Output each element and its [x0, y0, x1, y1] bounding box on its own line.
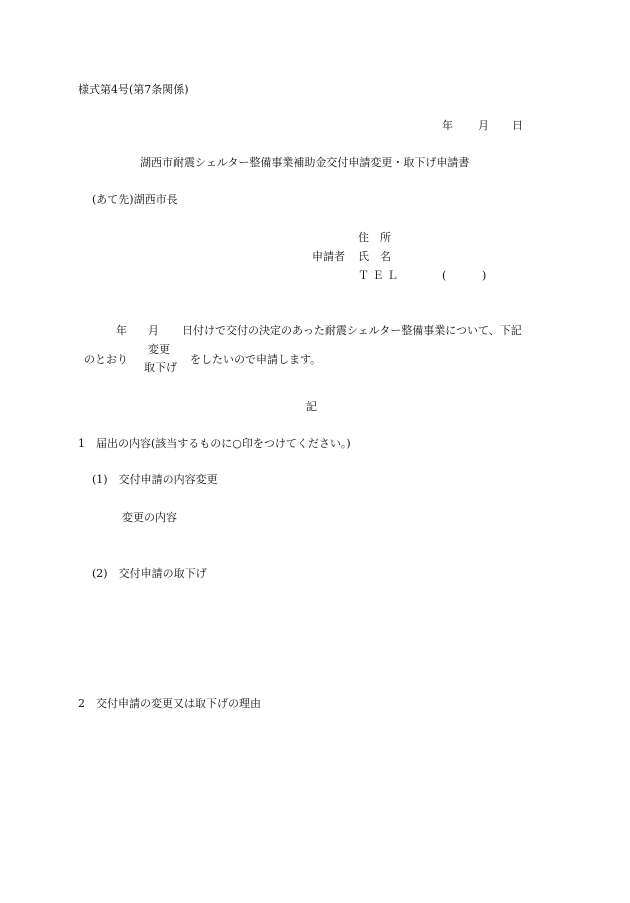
date-day: 日 — [512, 119, 523, 132]
tel-paren-open: ( — [442, 269, 447, 282]
choice-change: 変更 — [148, 343, 170, 356]
section1-item1-detail: 変更の内容 — [122, 511, 177, 524]
choice-withdraw: 取下げ — [144, 361, 177, 374]
body-month: 月 — [148, 324, 159, 337]
tel-paren-close: ) — [482, 269, 487, 282]
date-month: 月 — [478, 119, 489, 132]
document-title: 湖西市耐震シェルター整備事業補助金交付申請変更・取下げ申請書 — [140, 156, 470, 169]
name-label: 氏 名 — [358, 250, 391, 263]
tel-label: Ｔ Ｅ Ｌ — [358, 269, 398, 282]
section1-item1: (1) 交付申請の内容変更 — [92, 473, 218, 486]
ki-heading: 記 — [306, 400, 317, 413]
section1-heading: 1 届出の内容(該当するものに○印をつけてください。) — [78, 437, 351, 450]
section2-heading: 2 交付申請の変更又は取下げの理由 — [78, 697, 261, 710]
date-year: 年 — [442, 119, 453, 132]
submission-date — [430, 119, 540, 132]
body-line2-suffix: をしたいので申請します。 — [190, 353, 322, 366]
applicant-label: 申請者 — [312, 250, 345, 263]
form-number: 様式第4号(第7条関係) — [78, 83, 189, 96]
section1-item2: (2) 交付申請の取下げ — [92, 567, 207, 580]
body-line1: 日付けで交付の決定のあった耐震シェルター整備事業について、下記 — [182, 324, 522, 337]
address-label: 住 所 — [358, 231, 391, 244]
addressee: (あて先)湖西市長 — [92, 193, 178, 206]
body-line2-prefix: のとおり — [84, 353, 128, 366]
body-year: 年 — [116, 324, 127, 337]
